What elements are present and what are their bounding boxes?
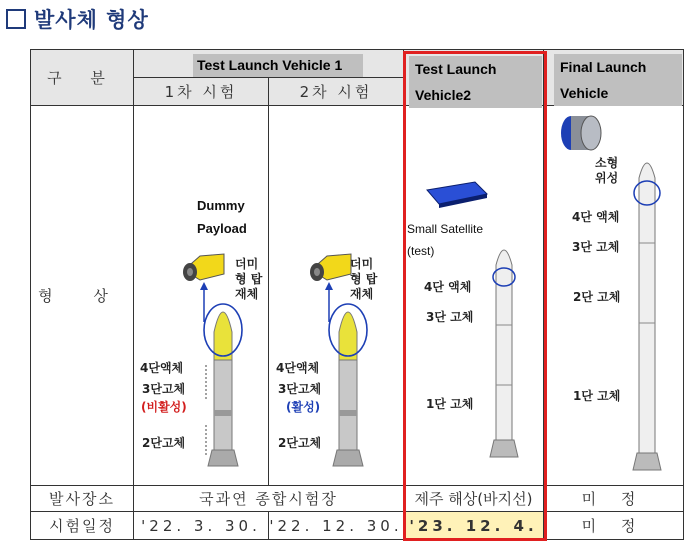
stage1-solid-label-4: 1단 고체: [573, 389, 621, 403]
rocket4-icon: [625, 148, 670, 473]
test1-group-label: Test Launch Vehicle 1: [193, 54, 363, 77]
test1-second-header: 2차 시험: [269, 78, 404, 106]
dummy-payload-icon: [180, 250, 228, 284]
category-header: 구 분: [31, 50, 134, 106]
schedule-test2: '23. 12. 4.: [404, 512, 544, 540]
test1-first-header: 1차 시험: [134, 78, 269, 106]
stage3-solid-label-4: 3단 고체: [572, 240, 620, 254]
stage4-liquid-label-2: 4단액체: [276, 361, 320, 375]
small-satellite-cylinder-icon: [557, 113, 603, 155]
site-test2: 제주 해상(바지선): [404, 486, 544, 512]
site-test1: 국과연 종합시험장: [134, 486, 404, 512]
schedule-test1-second: '22. 12. 30.: [269, 512, 404, 540]
rocket2-icon: [315, 280, 385, 470]
site-final: 미 정: [544, 486, 684, 512]
section-title-text: 발사체 형상: [34, 8, 149, 32]
dummy-payload-ko: 더미형 탑재체: [235, 257, 263, 301]
small-satellite-icon: [425, 180, 490, 208]
inactive-label: (비활성): [141, 400, 187, 414]
dummy-payload-ko-2: 더미형 탑재체: [350, 257, 378, 301]
checkbox-square-icon: [6, 9, 26, 29]
stage2-solid-label-1: 2단고체: [142, 436, 186, 450]
stage4-liquid-label-1: 4단액체: [140, 361, 184, 375]
stage3-solid-label-1: 3단고체: [142, 382, 186, 396]
schedule-final: 미 정: [544, 512, 684, 540]
rocket1-icon: [190, 280, 260, 470]
stage4-liquid-label-4: 4단 액체: [572, 210, 620, 224]
final-label: Final Launch Vehicle: [554, 54, 682, 106]
stage4-liquid-label-3: 4단 액체: [424, 280, 472, 294]
shape-row-label: 형 상: [31, 106, 134, 486]
rocket3-icon: [488, 235, 528, 460]
small-satellite-caption: Small Satellite (test): [407, 218, 499, 262]
dummy-payload-icon-2: [307, 250, 355, 284]
schedule-test1-first: '22. 3. 30.: [134, 512, 269, 540]
stage2-solid-label-4: 2단 고체: [573, 290, 621, 304]
section-title: [6, 4, 149, 34]
stage3-solid-label-3: 3단 고체: [426, 310, 474, 324]
active-label: (활성): [286, 400, 321, 414]
schedule-row-label: 시험일정: [31, 512, 134, 540]
stage1-solid-label-3: 1단 고체: [426, 397, 474, 411]
test2-label: Test Launch Vehicle2: [409, 56, 542, 108]
small-satellite-ko: 소형 위성: [595, 156, 619, 185]
dummy-payload-caption: Dummy Payload: [197, 198, 247, 236]
site-row-label: 발사장소: [31, 486, 134, 512]
stage2-solid-label-2: 2단고체: [278, 436, 322, 450]
stage3-solid-label-2: 3단고체: [278, 382, 322, 396]
